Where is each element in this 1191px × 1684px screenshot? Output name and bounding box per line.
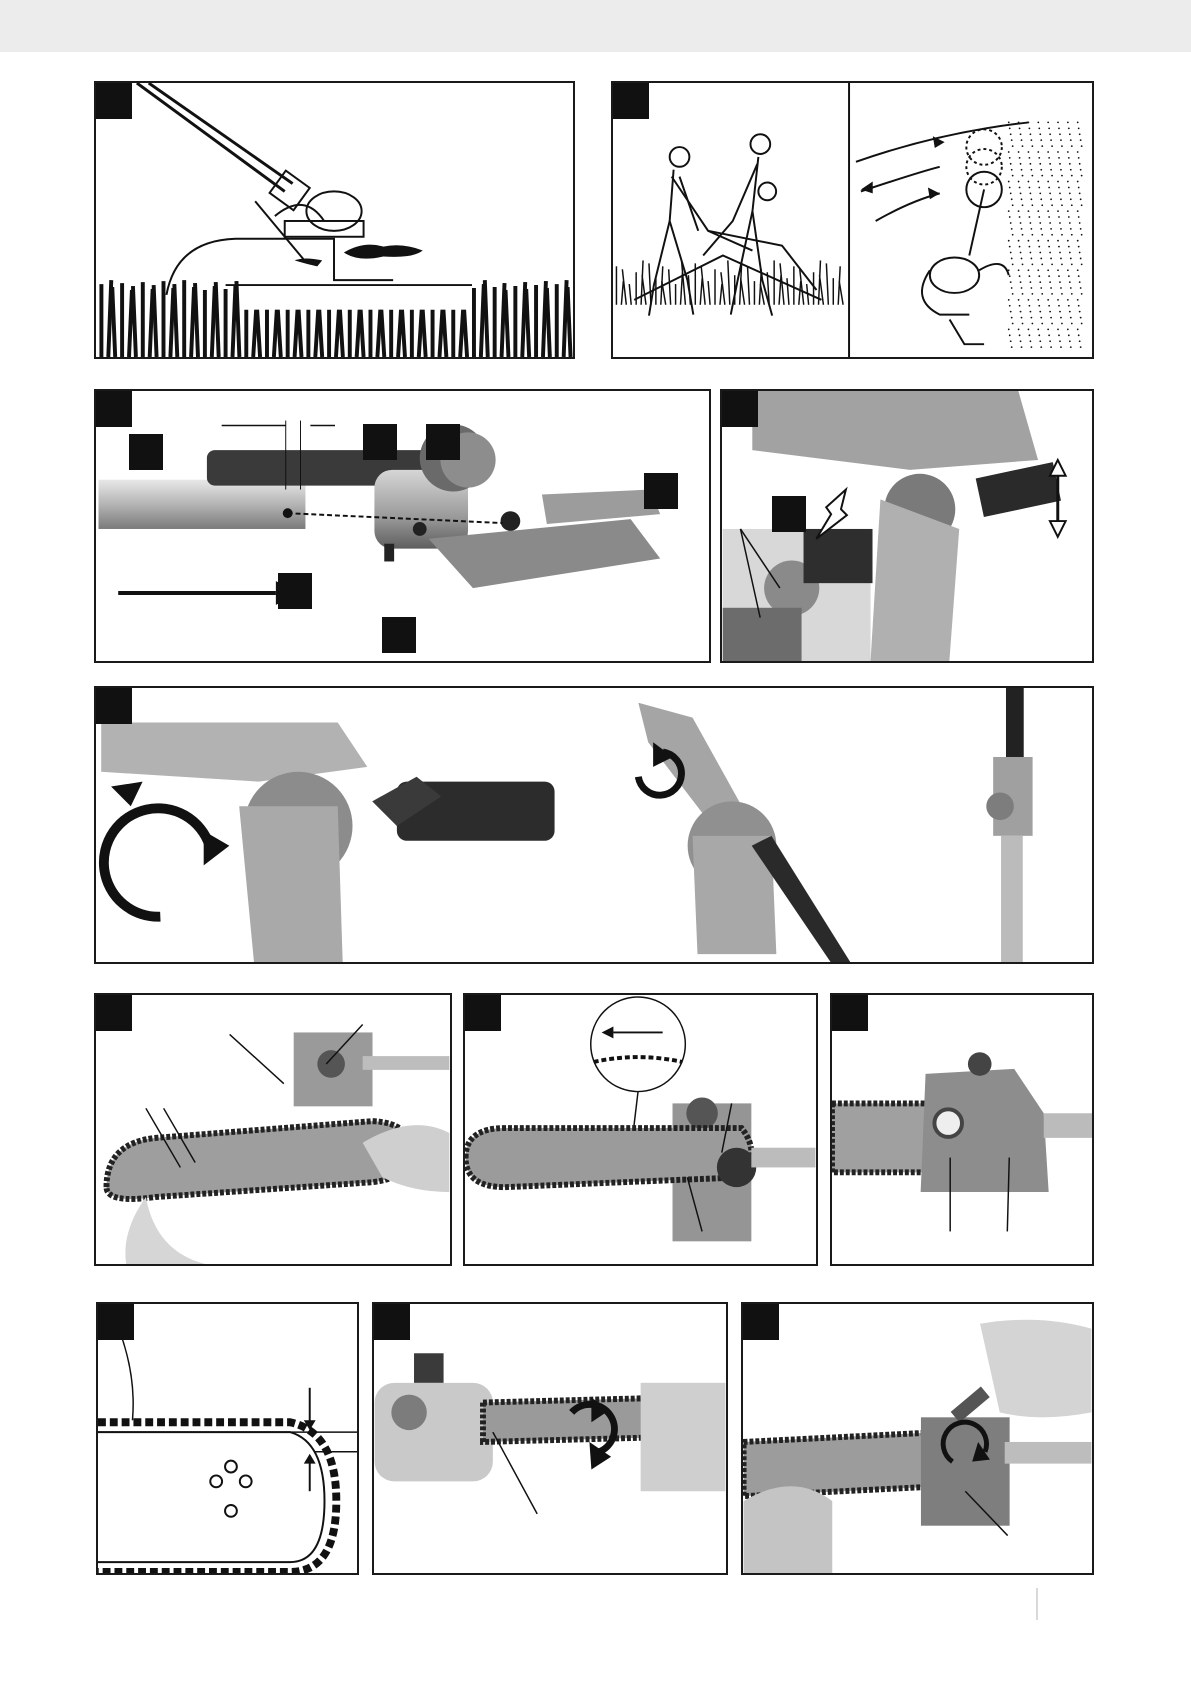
figure-2 xyxy=(611,81,1094,359)
figure-10-tag xyxy=(374,1304,410,1340)
page-edge-mark xyxy=(1036,1588,1038,1620)
figure-1-tag xyxy=(96,83,132,119)
figure-4 xyxy=(720,389,1094,663)
chain-tension-gap-diagram xyxy=(98,1304,357,1573)
head-rotation-sequence-photo xyxy=(96,688,1092,962)
figure-2-tag xyxy=(613,83,649,119)
figure-1 xyxy=(94,81,575,359)
figure-3-marker-e xyxy=(278,573,312,609)
grass-trimmer-guard-illustration xyxy=(96,83,573,357)
figure-4-tag xyxy=(722,391,758,427)
figure-8-tag xyxy=(832,995,868,1031)
figure-11 xyxy=(741,1302,1094,1575)
cover-nut-tightening-photo xyxy=(743,1304,1092,1573)
figure-6-tag xyxy=(96,995,132,1031)
figure-3-marker-d xyxy=(644,473,678,509)
figure-10 xyxy=(372,1302,728,1575)
figure-5-tag xyxy=(96,688,132,724)
figure-3-marker-b xyxy=(363,424,397,460)
figure-3-marker-a xyxy=(129,434,163,470)
figure-6 xyxy=(94,993,452,1266)
figure-7-tag xyxy=(465,995,501,1031)
figure-3-marker-c xyxy=(426,424,460,460)
figure-4-marker xyxy=(772,496,806,532)
figure-3 xyxy=(94,389,711,663)
figure-5 xyxy=(94,686,1094,964)
figure-11-tag xyxy=(743,1304,779,1340)
figure-3-tag xyxy=(96,391,132,427)
page-top-band xyxy=(0,0,1191,52)
chain-tension-screw-photo xyxy=(374,1304,726,1573)
figure-8 xyxy=(830,993,1094,1266)
mounting-bar-and-chain-photo xyxy=(96,995,450,1264)
sprocket-cover-fitted-photo xyxy=(832,995,1092,1264)
operator-harness-and-mowing-direction-illustration xyxy=(613,83,1092,357)
figure-3-marker-f xyxy=(382,617,416,653)
figure-7 xyxy=(463,993,818,1266)
figure-9 xyxy=(96,1302,359,1575)
figure-9-tag xyxy=(98,1304,134,1340)
chain-direction-detail-photo xyxy=(465,995,816,1264)
